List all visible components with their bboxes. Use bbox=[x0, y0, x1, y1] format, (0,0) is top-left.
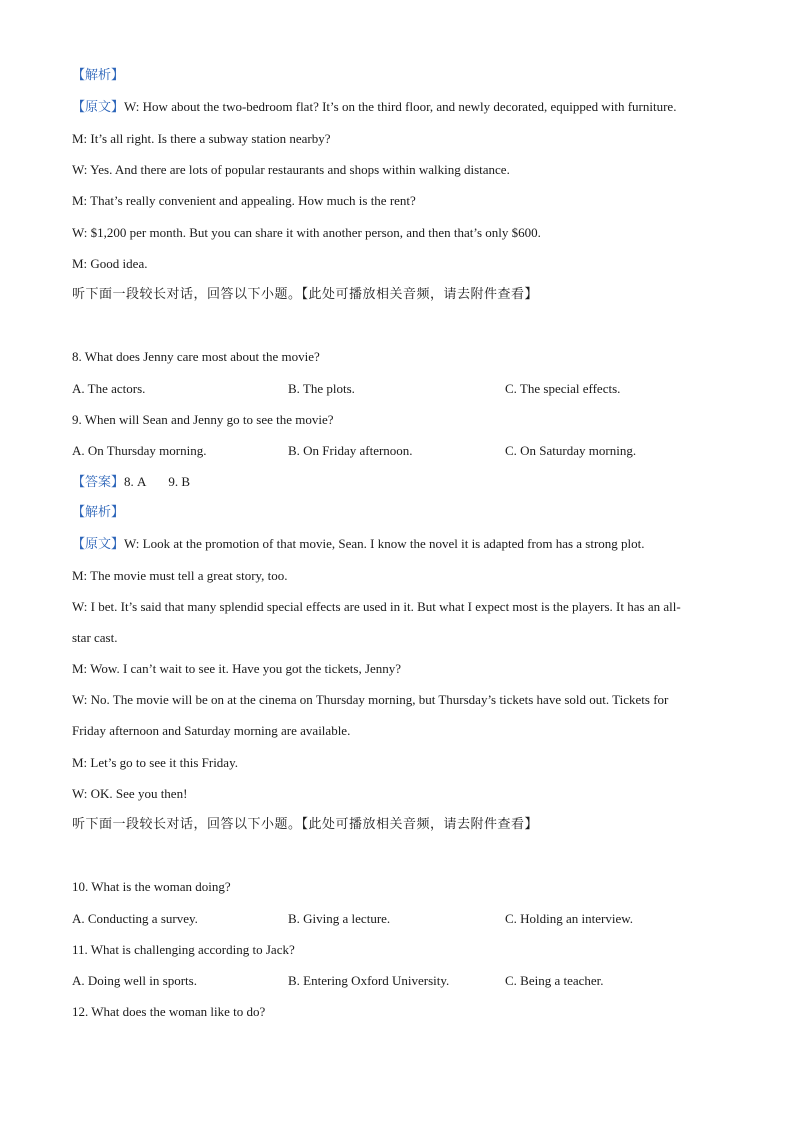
transcript-tag: 【原文】 bbox=[72, 537, 125, 552]
option-b: B. Giving a lecture. bbox=[288, 911, 391, 926]
transcript-line: M: It’s all right. Is there a subway station nearby? bbox=[72, 131, 331, 146]
option-a: A. On Thursday morning. bbox=[72, 443, 207, 458]
transcript-line: M: Let’s go to see it this Friday. bbox=[72, 755, 238, 770]
option-b: B. Entering Oxford University. bbox=[288, 973, 450, 988]
question-stem: 10. What is the woman doing? bbox=[72, 879, 231, 894]
answer-9: 9. B bbox=[168, 474, 191, 489]
option-c: C. The special effects. bbox=[505, 381, 621, 396]
listening-instruction: 听下面一段较长对话，回答以下小题。【此处可播放相关音频，请去附件查看】 bbox=[72, 287, 539, 302]
option-a: A. Doing well in sports. bbox=[72, 973, 197, 988]
transcript-line: W: No. The movie will be on at the cinema on Thursday morning, but Thursday’s tickets have sold out. Tickets for bbox=[72, 692, 669, 707]
transcript-line: star cast. bbox=[72, 630, 118, 645]
option-b: B. The plots. bbox=[288, 381, 355, 396]
option-b: B. On Friday afternoon. bbox=[288, 443, 413, 458]
analysis-tag: 【解析】 bbox=[72, 68, 125, 83]
question-stem: 11. What is challenging according to Jack? bbox=[72, 942, 295, 957]
transcript-line: W: Yes. And there are lots of popular restaurants and shops within walking distance. bbox=[72, 162, 510, 177]
answer-tag: 【答案】 bbox=[72, 475, 125, 490]
transcript-line: M: The movie must tell a great story, too. bbox=[72, 568, 288, 583]
question-stem: 8. What does Jenny care most about the movie? bbox=[72, 349, 320, 364]
answer-8: 8. A bbox=[124, 474, 147, 489]
listening-instruction: 听下面一段较长对话，回答以下小题。【此处可播放相关音频，请去附件查看】 bbox=[72, 817, 539, 832]
question-stem: 9. When will Sean and Jenny go to see the movie? bbox=[72, 412, 334, 427]
option-c: C. On Saturday morning. bbox=[505, 443, 637, 458]
transcript-line bbox=[72, 536, 645, 552]
transcript-line: M: That’s really convenient and appealing. How much is the rent? bbox=[72, 193, 416, 208]
transcript-line bbox=[72, 99, 676, 115]
question-stem: 12. What does the woman like to do? bbox=[72, 1004, 266, 1019]
transcript-line: Friday afternoon and Saturday morning are available. bbox=[72, 723, 351, 738]
answer-line bbox=[72, 474, 190, 490]
transcript-tag: 【原文】 bbox=[72, 100, 125, 115]
transcript-text: W: Look at the promotion of that movie, Sean. I know the novel it is adapted from has a strong plot. bbox=[124, 536, 645, 551]
option-c: C. Being a teacher. bbox=[505, 973, 604, 988]
analysis-tag: 【解析】 bbox=[72, 505, 125, 520]
transcript-text: W: How about the two-bedroom flat? It’s on the third floor, and newly decorated, equipped with furniture. bbox=[124, 99, 677, 114]
transcript-line: M: Good idea. bbox=[72, 256, 148, 271]
option-a: A. Conducting a survey. bbox=[72, 911, 198, 926]
transcript-line: W: $1,200 per month. But you can share it with another person, and then that’s only $600. bbox=[72, 225, 541, 240]
transcript-line: W: I bet. It’s said that many splendid special effects are used in it. But what I expect most is the players. It has an all- bbox=[72, 599, 681, 614]
option-c: C. Holding an interview. bbox=[505, 911, 634, 926]
transcript-line: M: Wow. I can’t wait to see it. Have you got the tickets, Jenny? bbox=[72, 661, 402, 676]
transcript-line: W: OK. See you then! bbox=[72, 786, 188, 801]
option-a: A. The actors. bbox=[72, 381, 146, 396]
